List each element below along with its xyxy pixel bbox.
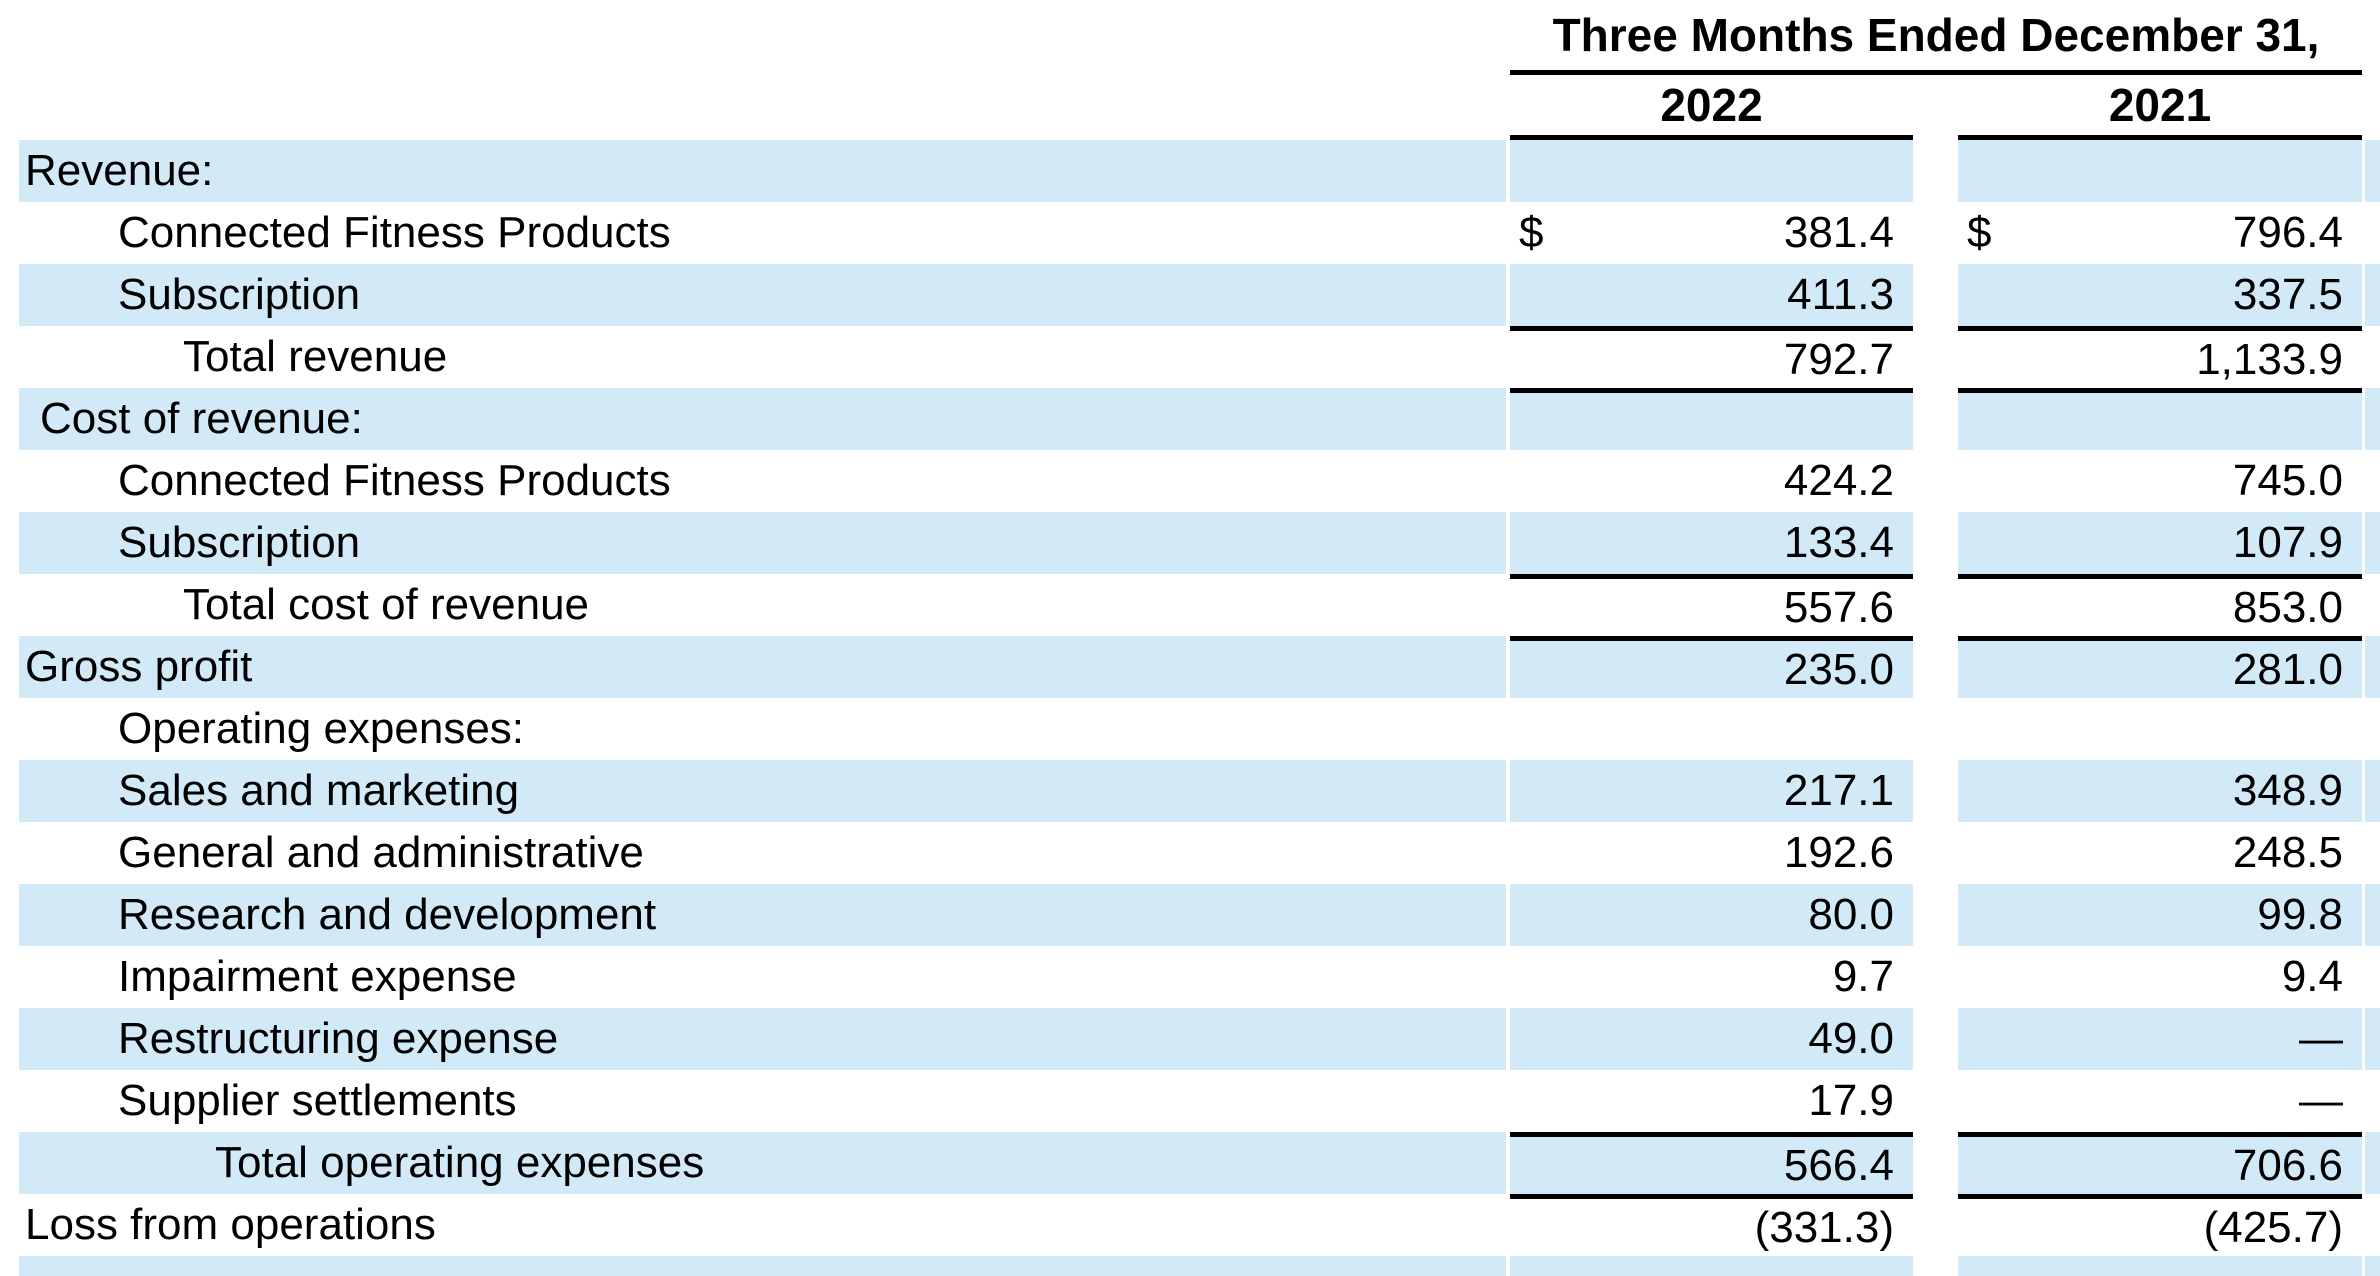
- column-gap: [1913, 388, 1958, 450]
- table-row: [0, 760, 2380, 822]
- value-2022: 411.3: [1787, 270, 1894, 319]
- value-2021: 853.0: [2232, 582, 2343, 632]
- row-tail: [2365, 946, 2380, 1008]
- row-tail: [2365, 698, 2380, 760]
- table-row: [0, 1194, 2380, 1256]
- value-cell-2022: [1510, 760, 1913, 822]
- column-gap: [1913, 884, 1958, 946]
- value-cell-2021: [1958, 884, 2362, 946]
- row-tail: [2365, 202, 2380, 264]
- row-label: Total operating expenses: [19, 1132, 1506, 1194]
- value-2021: 99.8: [2257, 890, 2343, 939]
- value-2021: 337.5: [2232, 270, 2343, 319]
- table-row: [0, 1070, 2380, 1132]
- row-tail: [2365, 450, 2380, 512]
- value-2021: 281.0: [2232, 644, 2343, 694]
- row-label: Research and development: [19, 884, 1506, 946]
- table-row: [0, 946, 2380, 1008]
- row-tail: [2365, 0, 2380, 75]
- table-row: [0, 388, 2380, 450]
- row-label: Operating expenses:: [118, 704, 525, 753]
- column-gap: [1913, 1256, 1958, 1276]
- row-label: Restructuring expense: [19, 1008, 1506, 1070]
- row-tail: [2365, 636, 2380, 698]
- column-gap: [1913, 512, 1958, 574]
- row-label: Connected Fitness Products: [118, 208, 671, 257]
- value-2022: 192.6: [1783, 828, 1894, 877]
- column-gap: [1913, 326, 1958, 388]
- column-gap: [1913, 202, 1958, 264]
- table-row: [0, 822, 2380, 884]
- row-tail: [2365, 1132, 2380, 1194]
- value-cell-2022: [1510, 946, 1913, 1008]
- value-2022: 217.1: [1783, 766, 1894, 815]
- value-cell-2021: [1958, 574, 2362, 636]
- value-2022: (331.3): [1754, 1202, 1894, 1252]
- value-cell-2022: [1510, 388, 1913, 450]
- column-gap: [1913, 636, 1958, 698]
- column-gap: [1913, 1194, 1958, 1256]
- row-tail: [2365, 1194, 2380, 1256]
- table-row: [0, 326, 2380, 388]
- value-2022: 17.9: [1808, 1076, 1894, 1125]
- column-gap: [1913, 1070, 1958, 1132]
- table-row: [0, 512, 2380, 574]
- table-row: [0, 884, 2380, 946]
- table-row: [0, 264, 2380, 326]
- row-label: Cost of revenue:: [19, 388, 1506, 450]
- value-2021: —: [2299, 1076, 2343, 1125]
- row-tail: [2365, 574, 2380, 636]
- value-2021: 745.0: [2232, 456, 2343, 505]
- value-cell-2022: [1510, 326, 1913, 388]
- value-cell-2021: [1958, 1070, 2362, 1132]
- row-tail: [2365, 75, 2380, 140]
- row-label: Subscription: [19, 264, 1506, 326]
- value-cell-2021: [1958, 140, 2362, 202]
- column-gap: [1913, 760, 1958, 822]
- value-2021: 107.9: [2232, 518, 2343, 567]
- value-2022: 235.0: [1783, 644, 1894, 694]
- table-row-partial: [0, 1256, 2380, 1276]
- value-2022: 792.7: [1783, 334, 1894, 384]
- row-tail: [2365, 1070, 2380, 1132]
- value-cell-2022: [1510, 264, 1913, 326]
- column-gap: [1913, 822, 1958, 884]
- value-cell-2021: [1958, 1132, 2362, 1194]
- value-cell-2021: [1958, 264, 2362, 326]
- value-2021: 248.5: [2232, 828, 2343, 877]
- value-cell-2021: [1958, 636, 2362, 698]
- row-tail: [2365, 760, 2380, 822]
- header-label-spacer: [19, 75, 1506, 140]
- year-2021-header: 2021: [1958, 75, 2362, 140]
- row-tail: [2365, 326, 2380, 388]
- value-cell-2022: [1510, 1256, 1913, 1276]
- row-label: [19, 1256, 1506, 1276]
- table-header-period-row: [0, 0, 2380, 75]
- column-gap: [1913, 450, 1958, 512]
- header-label-spacer: [19, 0, 1506, 75]
- value-2022: 133.4: [1783, 518, 1894, 567]
- value-cell-2021: [1958, 946, 2362, 1008]
- value-2022: 9.7: [1832, 952, 1894, 1001]
- row-tail: [2365, 884, 2380, 946]
- dollar-sign: $: [1967, 208, 1992, 257]
- row-label: Total cost of revenue: [183, 580, 590, 629]
- table-row: [0, 1132, 2380, 1194]
- value-cell-2021: [1958, 698, 2362, 760]
- table-row: [0, 698, 2380, 760]
- value-2022: 49.0: [1808, 1014, 1894, 1063]
- table-row: [0, 140, 2380, 202]
- value-2022: 424.2: [1783, 456, 1894, 505]
- row-tail: [2365, 140, 2380, 202]
- value-cell-2021: [1958, 202, 2362, 264]
- value-cell-2021: [1958, 388, 2362, 450]
- value-cell-2021: [1958, 1194, 2362, 1256]
- table-row: [0, 202, 2380, 264]
- value-cell-2021: [1958, 450, 2362, 512]
- value-cell-2022: [1510, 512, 1913, 574]
- row-label: Sales and marketing: [19, 760, 1506, 822]
- row-label: Subscription: [19, 512, 1506, 574]
- row-tail: [2365, 1008, 2380, 1070]
- row-tail: [2365, 512, 2380, 574]
- value-cell-2022: [1510, 450, 1913, 512]
- column-gap: [1913, 698, 1958, 760]
- value-cell-2022: [1510, 140, 1913, 202]
- value-2021: 9.4: [2281, 952, 2343, 1001]
- value-cell-2022: [1510, 884, 1913, 946]
- value-2021: 706.6: [2232, 1140, 2343, 1190]
- value-cell-2021: [1958, 1256, 2362, 1276]
- value-2022: 381.4: [1783, 208, 1894, 257]
- value-cell-2022: [1510, 698, 1913, 760]
- column-gap: [1913, 946, 1958, 1008]
- column-gap: [1913, 264, 1958, 326]
- row-tail: [2365, 822, 2380, 884]
- row-label: Gross profit: [19, 636, 1506, 698]
- value-cell-2022: [1510, 636, 1913, 698]
- table-row: [0, 450, 2380, 512]
- column-gap: [1913, 574, 1958, 636]
- row-label: Total revenue: [183, 332, 448, 381]
- year-2022-header: 2022: [1510, 75, 1913, 140]
- value-2021: 348.9: [2232, 766, 2343, 815]
- value-2022: 80.0: [1808, 890, 1894, 939]
- value-cell-2022: [1510, 202, 1913, 264]
- row-label: Connected Fitness Products: [118, 456, 671, 505]
- table-row: [0, 574, 2380, 636]
- value-cell-2022: [1510, 1132, 1913, 1194]
- row-label: Revenue:: [19, 140, 1506, 202]
- column-gap: [1913, 75, 1958, 140]
- value-cell-2021: [1958, 822, 2362, 884]
- value-2021: 796.4: [2232, 208, 2343, 257]
- column-gap: [1913, 1008, 1958, 1070]
- row-label: Impairment expense: [118, 952, 517, 1001]
- value-cell-2021: [1958, 760, 2362, 822]
- value-cell-2021: [1958, 1008, 2362, 1070]
- value-cell-2022: [1510, 1008, 1913, 1070]
- value-cell-2022: [1510, 1194, 1913, 1256]
- period-header: Three Months Ended December 31,: [1510, 0, 2362, 75]
- value-2021: —: [2299, 1014, 2343, 1063]
- value-2021: (425.7): [2203, 1202, 2343, 1252]
- value-2021: 1,133.9: [2196, 334, 2343, 384]
- column-gap: [1913, 140, 1958, 202]
- value-2022: 566.4: [1783, 1140, 1894, 1190]
- row-label: Supplier settlements: [118, 1076, 517, 1125]
- row-label: Loss from operations: [25, 1200, 436, 1249]
- row-tail: [2365, 388, 2380, 450]
- row-tail: [2365, 264, 2380, 326]
- value-cell-2021: [1958, 512, 2362, 574]
- table-header-years-row: [0, 75, 2380, 140]
- column-gap: [1913, 1132, 1958, 1194]
- dollar-sign: $: [1519, 208, 1544, 257]
- row-tail: [2365, 1256, 2380, 1276]
- value-cell-2021: [1958, 326, 2362, 388]
- table-row: [0, 636, 2380, 698]
- value-cell-2022: [1510, 1070, 1913, 1132]
- value-cell-2022: [1510, 822, 1913, 884]
- table-row: [0, 1008, 2380, 1070]
- value-cell-2022: [1510, 574, 1913, 636]
- row-label: General and administrative: [118, 828, 644, 877]
- value-2022: 557.6: [1783, 582, 1894, 632]
